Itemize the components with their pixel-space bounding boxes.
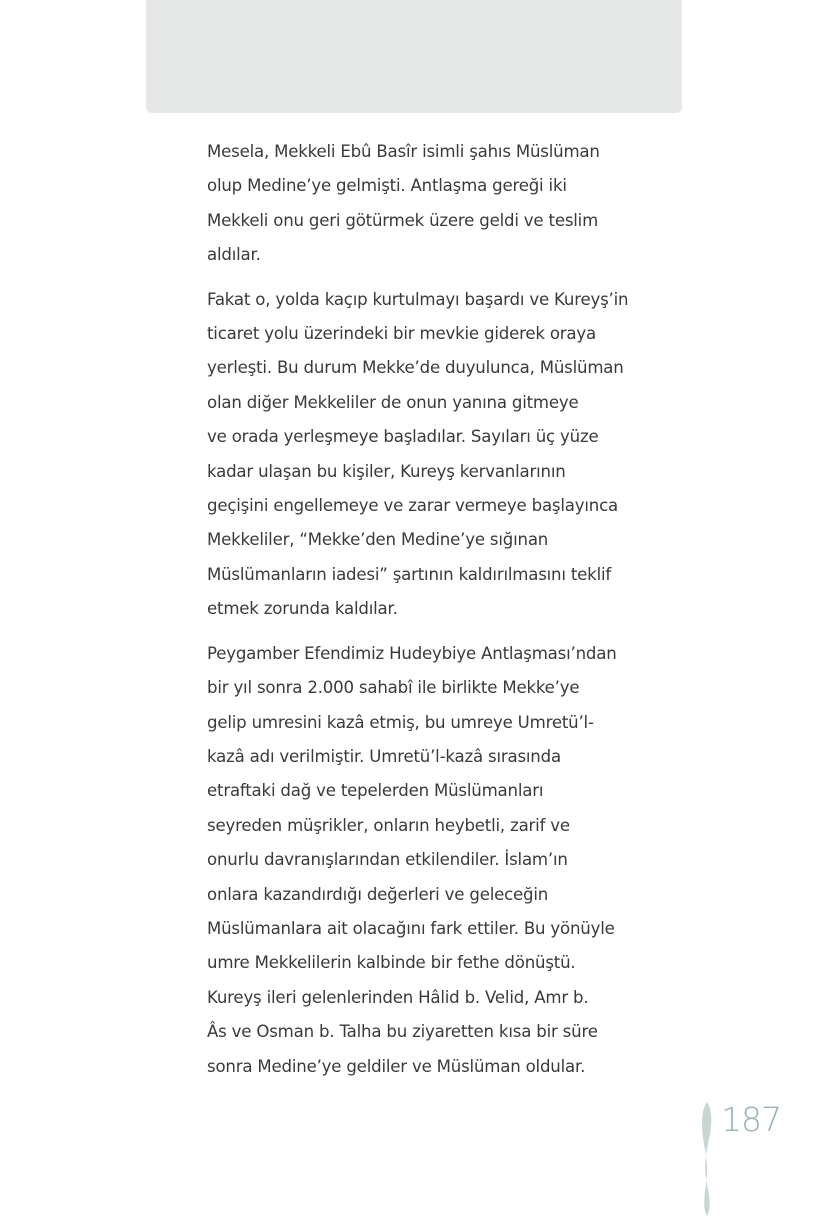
- text-line: kadar ulaşan bu kişiler, Kureyş kervanlarının: [207, 461, 566, 481]
- text-line: Müslümanların iadesi” şartının kaldırılmasını teklif: [207, 564, 612, 584]
- text-line: ticaret yolu üzerindeki bir mevkie giderek oraya: [207, 324, 596, 344]
- text-line: Fakat o, yolda kaçıp kurtulmayı başardı ve Kureyş’in: [207, 289, 629, 309]
- text-line: etraftaki dağ ve tepelerden Müslümanları: [207, 781, 544, 801]
- paragraph-2: [207, 283, 637, 627]
- paragraph-1: [207, 135, 637, 273]
- text-line: Müslümanlara ait olacağını fark ettiler. Bu yönüyle: [207, 918, 615, 938]
- text-line: Mekkeliler, “Mekke’den Medine’ye sığınan: [207, 530, 549, 550]
- page-ornament-icon: [695, 1100, 719, 1217]
- text-line: sonra Medine’ye geldiler ve Müslüman oldular.: [207, 1056, 586, 1076]
- text-line: Mesela, Mekkeli Ebû Basîr isimli şahıs Müslüman: [207, 142, 600, 161]
- text-line: seyreden müşrikler, onların heybetli, zarif ve: [207, 815, 570, 835]
- text-line: yerleşti. Bu durum Mekke’de duyulunca, Müslüman: [207, 358, 624, 378]
- text-line: geçişini engellemeye ve zarar vermeye başlayınca: [207, 496, 618, 516]
- text-line: ve orada yerleşmeye başladılar. Sayıları üç yüze: [207, 427, 599, 447]
- text-line: onlara kazandırdığı değerleri ve geleceğin: [207, 884, 549, 904]
- text-line: Mekkeli onu geri götürmek üzere geldi ve teslim: [207, 210, 599, 230]
- text-line: Kureyş ileri gelenlerinden Hâlid b. Velid, Amr b.: [207, 987, 589, 1007]
- paragraph-3: [207, 637, 637, 1084]
- text-line: Âs ve Osman b. Talha bu ziyaretten kısa bir süre: [207, 1022, 598, 1042]
- text-line: gelip umresini kazâ etmiş, bu umreye Umretü’l-: [207, 712, 594, 732]
- text-line: olan diğer Mekkeliler de onun yanına gitmeye: [207, 392, 579, 412]
- text-line: aldılar.: [207, 245, 261, 265]
- page-number: 187: [721, 1100, 781, 1139]
- header-image-placeholder: [146, 0, 682, 113]
- text-line: etmek zorunda kaldılar.: [207, 599, 398, 619]
- text-line: kazâ adı verilmiştir. Umretü’l-kazâ sırasında: [207, 746, 561, 766]
- text-line: umre Mekkelilerin kalbinde bir fethe dönüştü.: [207, 953, 576, 973]
- text-line: Peygamber Efendimiz Hudeybiye Antlaşması’ndan: [207, 643, 617, 663]
- text-line: olup Medine’ye gelmişti. Antlaşma gereği iki: [207, 176, 567, 196]
- text-line: onurlu davranışlarından etkilendiler. İslam’ın: [207, 850, 568, 870]
- text-line: bir yıl sonra 2.000 sahabî ile birlikte Mekke’ye: [207, 678, 580, 698]
- body-text: [207, 135, 637, 1094]
